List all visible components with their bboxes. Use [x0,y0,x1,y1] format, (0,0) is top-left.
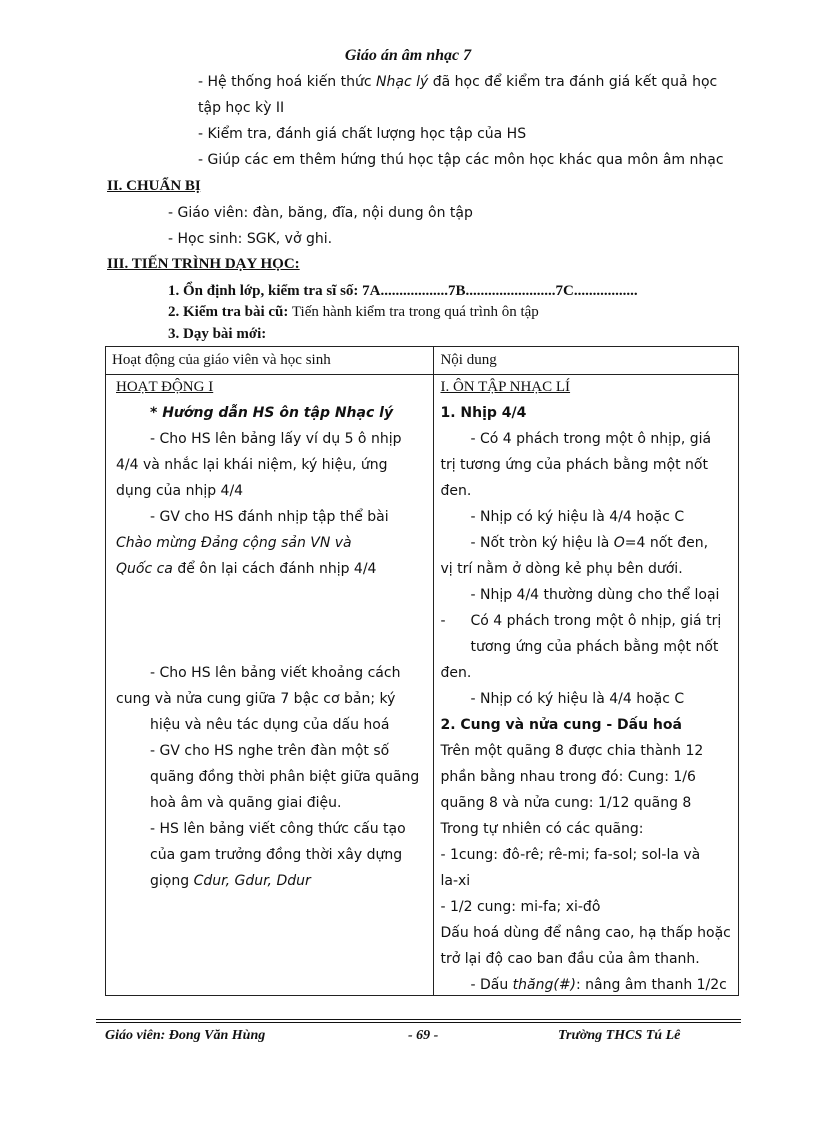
step-2-label: 2. Kiểm tra bài cũ: [168,304,289,320]
footer-rule-top [96,1019,741,1020]
left-line: Chào mừng Đảng cộng sản VN và [116,535,352,551]
footer-page-number: - 69 - [408,1028,439,1043]
right-line: - Có 4 phách trong một ô nhịp, giá [470,431,712,447]
footer-teacher [105,1028,265,1044]
footer-rule-bottom [96,1022,741,1023]
footer-teacher-name: Đong Văn Hùng [168,1028,266,1043]
step-3: 3. Dạy bài mới: [168,326,267,342]
left-line [150,871,311,891]
left-line: cung và nửa cung giữa 7 bậc cơ bản; ký [116,691,396,707]
left-line: của gam trưởng đồng thời xây dựng [150,847,403,863]
key-names: Cdur, Gdur, Ddur [193,873,311,889]
prep-teacher [168,205,473,221]
right-line: đen. [440,483,472,499]
table-header-content: Nội dung [434,347,739,375]
right-line: Có 4 phách trong một ô nhịp, giá trị [470,613,722,629]
right-line [470,975,726,995]
activities-cell [106,375,434,996]
activity-guide: * Hướng dẫn HS ôn tập Nhạc lý [150,405,394,421]
lesson-table [105,346,739,996]
objective-line-2: tập học kỳ II [198,100,285,116]
objective-italic: Nhạc lý [376,74,429,90]
left-line: 4/4 và nhắc lại khái niệm, ký hiệu, ứng [116,457,388,473]
page-header-title: Giáo án âm nhạc 7 [344,47,472,64]
left-line: dụng của nhịp 4/4 [116,483,244,499]
right-line: - 1cung: đô-rê; rê-mi; fa-sol; sol-la và [440,847,701,863]
objective-text: - Hệ thống hoá kiến thức [198,74,372,90]
right-line: tương ứng của phách bằng một nốt [470,639,719,655]
right-line: vị trí nằm ở dòng kẻ phụ bên dưới. [440,561,683,577]
prep-teacher-text: - Giáo viên: đàn, băng, đĩa, [168,205,358,221]
left-line: - GV cho HS đánh nhịp tập thể bài [150,509,389,525]
right-line: - Nhịp có ký hiệu là 4/4 hoặc C [470,509,685,525]
left-line: quãng đồng thời phân biệt giữa quãng [150,769,420,785]
right-line: trở lại độ cao ban đầu của âm thanh. [440,951,700,967]
left-line: hoà âm và quãng giai điệu. [150,795,342,811]
sharp-term: thăng(#) [512,977,577,993]
footer-teacher-label: Giáo viên: [105,1028,166,1043]
right-line: - Nhịp có ký hiệu là 4/4 hoặc C [470,691,685,707]
content-heading-2: 2. Cung và nửa cung - Dấu hoá [440,717,682,733]
table-header-activities: Hoạt động của giáo viên và học sinh [106,347,434,375]
left-line [116,559,376,579]
step-2 [168,304,539,321]
left-line: - Cho HS lên bảng lấy ví dụ 5 ô nhịp [150,431,402,447]
right-line: - 1/2 cung: mi-fa; xi-đô [440,899,601,915]
right-line: la-xi [440,873,471,889]
activity-title: HOẠT ĐỘNG I [116,379,214,395]
left-text: để ôn lại cách đánh nhịp 4/4 [177,561,377,577]
objective-line-1 [198,74,717,90]
content-heading-1: 1. Nhịp 4/4 [440,405,527,421]
table-header-row [106,347,739,375]
left-line: hiệu và nêu tác dụng của dấu hoá [150,717,390,733]
right-line [470,533,708,553]
step-2-text: Tiến hành kiểm tra trong quá trình ôn tập [291,304,539,320]
prep-student: - Học sinh: SGK, vở ghi. [168,231,333,247]
right-line: - [440,613,446,629]
left-text: giọng [150,873,190,889]
right-line: quãng 8 và nửa cung: 1/12 quãng 8 [440,795,692,811]
content-section-title: I. ÔN TẬP NHẠC LÍ [440,379,571,395]
objective-line-4: - Giúp các em thêm hứng thú học tập các môn học khác qua môn âm nhạc [198,152,724,168]
objective-text: đã học để kiểm tra đánh giá kết quả học [432,74,718,90]
right-text: : nâng âm thanh 1/2c [576,977,727,993]
step-1: 1. Ổn định lớp, kiểm tra sĩ số: 7A..................7B........................7C................. [168,283,638,299]
left-line: - HS lên bảng viết công thức cấu tạo [150,821,406,837]
right-text: - Nốt tròn ký hiệu là [470,535,610,551]
content-cell [434,375,739,996]
right-line: - Nhịp 4/4 thường dùng cho thể loại [470,587,720,603]
whole-note-symbol: O [613,535,625,551]
right-text: =4 nốt đen, [624,535,709,551]
left-line: - GV cho HS nghe trên đàn một số [150,743,390,759]
right-line: đen. [440,665,472,681]
objective-line-3: - Kiểm tra, đánh giá chất lượng học tập của HS [198,126,527,142]
right-text: - Dấu [470,977,509,993]
left-line: - Cho HS lên bảng viết khoảng cách [150,665,401,681]
section-2-title: II. CHUẨN BỊ [107,178,201,194]
right-line: phần bằng nhau trong đó: Cung: 1/6 [440,769,696,785]
prep-teacher-extra: nội dung ôn tập [362,205,473,221]
footer-school: Trường THCS Tú Lê [558,1028,681,1043]
section-3-title: III. TIẾN TRÌNH DẠY HỌC: [107,256,300,272]
right-line: Dấu hoá dùng để nâng cao, hạ thấp hoặc [440,925,731,941]
right-line: Trên một quãng 8 được chia thành 12 [440,743,704,759]
right-line: trị tương ứng của phách bằng một nốt [440,457,708,473]
table-row [106,375,739,996]
song-name: Quốc ca [116,561,173,577]
right-line: Trong tự nhiên có các quãng: [440,821,644,837]
